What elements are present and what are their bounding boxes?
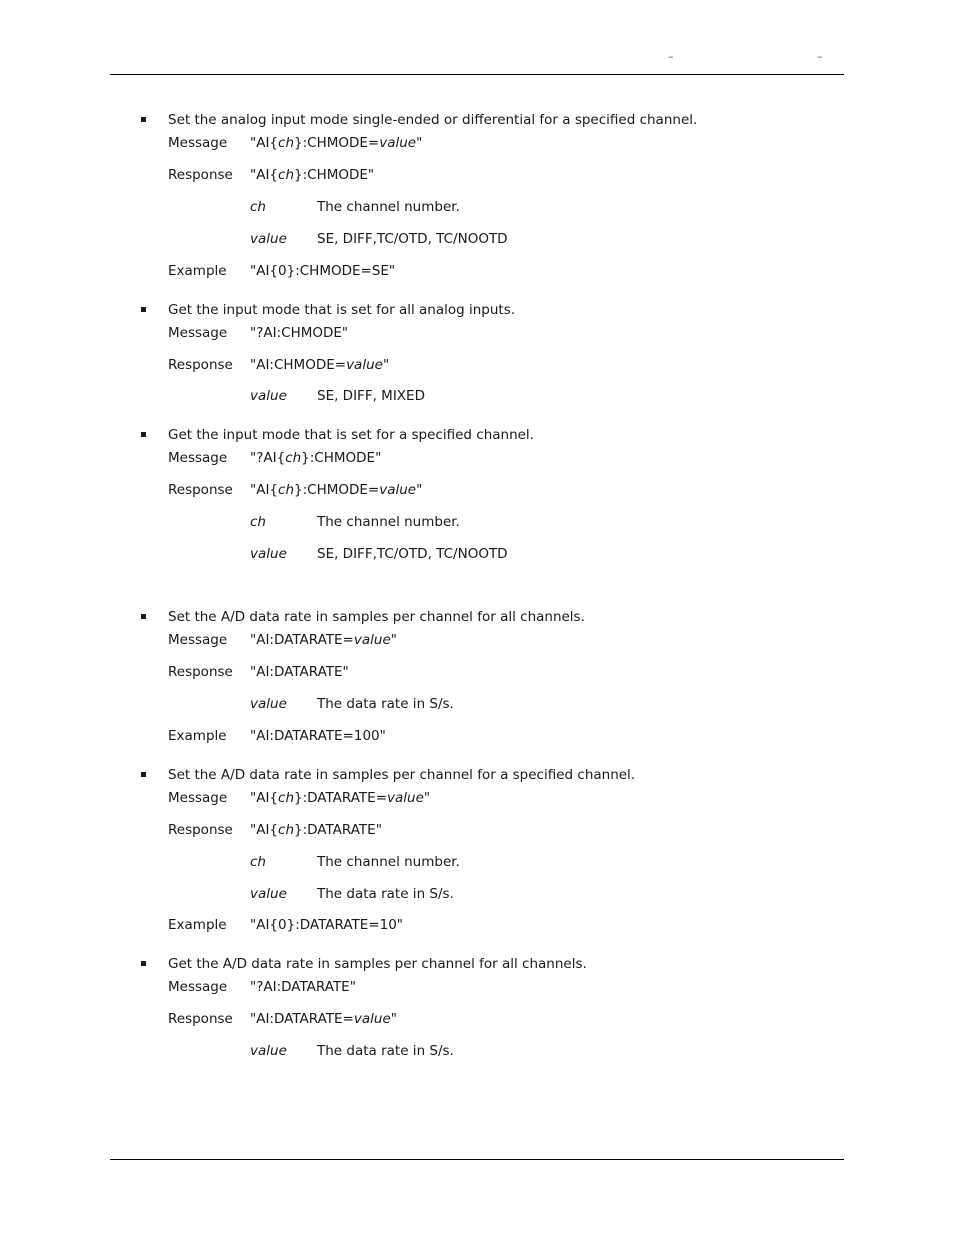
placeholder-token: ch <box>278 822 294 838</box>
header-mark-left: – <box>668 50 674 63</box>
response-syntax <box>250 1010 397 1028</box>
literal-token: " <box>416 482 423 498</box>
example-syntax: "AI:DATARATE=100" <box>250 728 386 744</box>
command-description: Get the A/D data rate in samples per channel for all channels. <box>168 956 587 972</box>
param-description: The data rate in S/s. <box>317 886 454 902</box>
placeholder-token: ch <box>278 135 294 151</box>
literal-token: }:CHMODE= <box>294 482 380 498</box>
param-name: value <box>250 696 287 712</box>
command-description: Set the A/D data rate in samples per channel for all channels. <box>168 609 585 625</box>
param-name: value <box>250 546 287 562</box>
param-name: ch <box>250 854 266 870</box>
bullet-icon <box>141 772 146 777</box>
message-label: Message <box>168 632 228 648</box>
literal-token: " <box>390 632 397 648</box>
response-syntax <box>250 166 374 184</box>
literal-token: "AI:CHMODE= <box>250 357 347 373</box>
literal-token: "AI:DATARATE= <box>250 1011 354 1027</box>
response-label: Response <box>168 664 233 680</box>
literal-token: }:DATARATE" <box>294 822 382 838</box>
param-description: SE, DIFF,TC/OTD, TC/NOOTD <box>317 546 508 562</box>
literal-token: "AI:DATARATE= <box>250 632 354 648</box>
response-syntax <box>250 821 382 839</box>
message-label: Message <box>168 450 228 466</box>
literal-token: "AI{ <box>250 135 279 151</box>
bullet-icon <box>141 117 146 122</box>
placeholder-token: ch <box>278 790 294 806</box>
message-label: Message <box>168 325 228 341</box>
param-name: ch <box>250 199 266 215</box>
literal-token: }:CHMODE= <box>294 135 380 151</box>
placeholder-token: value <box>346 357 383 373</box>
message-label: Message <box>168 979 228 995</box>
param-description: The channel number. <box>317 514 460 530</box>
placeholder-token: value <box>353 1011 391 1027</box>
bullet-icon <box>141 432 146 437</box>
message-syntax <box>250 978 356 996</box>
literal-token: " <box>423 790 431 806</box>
placeholder-token: ch <box>278 482 294 498</box>
literal-token: " <box>382 357 390 373</box>
response-label: Response <box>168 1011 233 1027</box>
header-mark-right: – <box>817 50 823 63</box>
example-syntax: "AI{0}:DATARATE=10" <box>250 917 404 933</box>
param-description: The channel number. <box>317 199 460 215</box>
response-label: Response <box>168 482 233 498</box>
message-syntax <box>250 631 397 649</box>
literal-token: " <box>416 135 423 151</box>
param-description: The channel number. <box>317 854 460 870</box>
param-description: The data rate in S/s. <box>317 1043 454 1059</box>
message-syntax <box>250 789 430 807</box>
command-description: Set the A/D data rate in samples per channel for a specified channel. <box>168 767 636 783</box>
literal-token: "AI{ <box>250 790 279 806</box>
message-syntax <box>250 134 422 152</box>
placeholder-token: ch <box>278 167 294 183</box>
literal-token: "AI{ <box>250 482 279 498</box>
literal-token: }:CHMODE" <box>294 167 375 183</box>
param-name: ch <box>250 514 266 530</box>
response-syntax <box>250 481 422 499</box>
literal-token: "AI{ <box>250 822 279 838</box>
response-label: Response <box>168 822 233 838</box>
bullet-icon <box>141 307 146 312</box>
param-description: SE, DIFF, MIXED <box>317 388 425 404</box>
bullet-icon <box>141 614 146 619</box>
bullet-icon <box>141 961 146 966</box>
param-description: SE, DIFF,TC/OTD, TC/NOOTD <box>317 231 508 247</box>
command-description: Get the input mode that is set for a specified channel. <box>168 427 534 443</box>
response-syntax <box>250 663 349 681</box>
example-label: Example <box>168 917 227 933</box>
example-label: Example <box>168 263 227 279</box>
message-syntax <box>250 324 348 342</box>
response-label: Response <box>168 167 233 183</box>
placeholder-token: ch <box>285 450 302 466</box>
param-name: value <box>250 231 287 247</box>
placeholder-token: value <box>379 135 417 151</box>
header-rule <box>110 74 844 75</box>
response-syntax <box>250 356 389 374</box>
param-name: value <box>250 388 287 404</box>
placeholder-token: value <box>379 482 417 498</box>
param-name: value <box>250 886 287 902</box>
message-label: Message <box>168 790 228 806</box>
literal-token: }:CHMODE" <box>301 450 382 466</box>
response-label: Response <box>168 357 233 373</box>
literal-token: "?AI:DATARATE" <box>250 979 356 995</box>
command-description: Get the input mode that is set for all analog inputs. <box>168 302 516 318</box>
literal-token: "?AI{ <box>250 450 286 466</box>
command-description: Set the analog input mode single-ended or differential for a specified channel. <box>168 112 698 128</box>
literal-token: "?AI:CHMODE" <box>250 325 349 341</box>
message-label: Message <box>168 135 228 151</box>
literal-token: }:DATARATE= <box>294 790 388 806</box>
example-label: Example <box>168 728 227 744</box>
literal-token: "AI:DATARATE" <box>250 664 349 680</box>
literal-token: " <box>390 1011 397 1027</box>
footer-rule <box>110 1159 844 1160</box>
param-name: value <box>250 1043 287 1059</box>
message-syntax <box>250 449 381 467</box>
example-syntax: "AI{0}:CHMODE=SE" <box>250 263 396 279</box>
param-description: The data rate in S/s. <box>317 696 454 712</box>
placeholder-token: value <box>353 632 391 648</box>
literal-token: "AI{ <box>250 167 279 183</box>
placeholder-token: value <box>387 790 424 806</box>
